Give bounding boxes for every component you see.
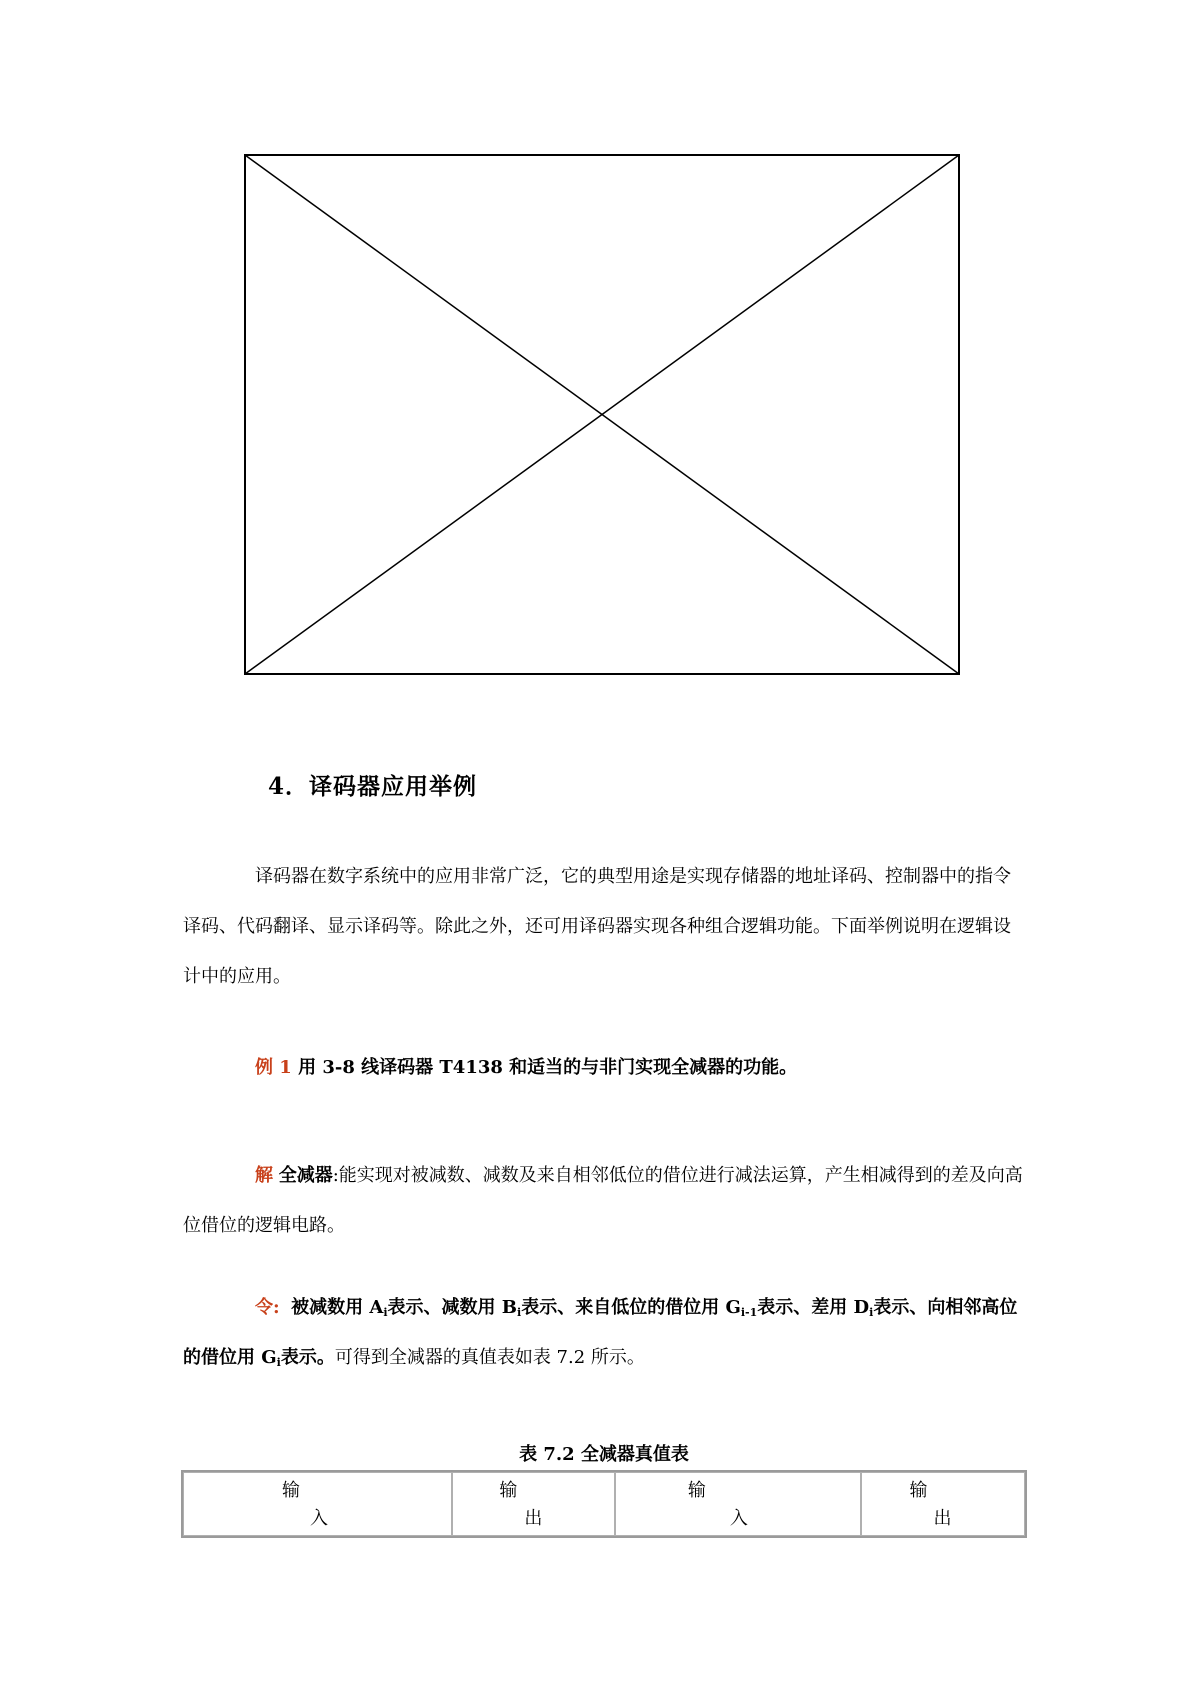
def-part-5: 表示、向相邻高位的借位用 G <box>183 1297 1018 1368</box>
cell-text-bottom: 出 <box>524 1508 543 1529</box>
solution-label: 解 <box>255 1165 273 1186</box>
solution-term: 全减器 <box>278 1165 333 1186</box>
solution-paragraph <box>183 1151 1025 1251</box>
example-label: 例 1 <box>255 1057 292 1078</box>
solution-text: :能实现对被减数、减数及来自相邻低位的借位进行减法运算，产生相减得到的差及向高位借位的逻辑电路。 <box>183 1165 1023 1236</box>
truth-table <box>181 1470 1027 1538</box>
section-heading: 4．译码器应用举例 <box>268 773 478 800</box>
def-sub-2: i <box>517 1306 522 1319</box>
intro-text: 译码器在数字系统中的应用非常广泛，它的典型用途是实现存储器的地址译码、控制器中的指令译码、代码翻译、显示译码等。除此之外，还可用译码器实现各种组合逻辑功能。下面举例说明在逻辑设计中的应用。 <box>183 866 1011 987</box>
example-paragraph <box>183 1043 1025 1093</box>
table-cell-output-1 <box>452 1472 614 1536</box>
definition-paragraph <box>183 1283 1025 1383</box>
cell-text-bottom: 出 <box>933 1508 952 1529</box>
definition-label: 令: <box>255 1297 280 1318</box>
cell-text-bottom: 入 <box>310 1508 328 1529</box>
def-sub-1: i <box>383 1306 388 1319</box>
def-sub-5: i <box>276 1356 281 1369</box>
table-header-row <box>183 1472 1025 1536</box>
def-sub-4: i <box>869 1306 874 1319</box>
broken-image-icon <box>244 154 960 675</box>
cell-text-top: 输 <box>282 1480 300 1501</box>
example-text: 用 3-8 线译码器 T4138 和适当的与非门实现全减器的功能。 <box>298 1057 798 1078</box>
table-caption: 表 7.2 全减器真值表 <box>519 1444 689 1465</box>
table-cell-output-2 <box>861 1472 1025 1536</box>
image-placeholder <box>244 154 960 675</box>
def-part-1: 被减数用 A <box>291 1297 384 1318</box>
cell-text-bottom: 入 <box>729 1508 748 1529</box>
intro-paragraph <box>183 852 1025 1002</box>
cell-text-top: 输 <box>687 1480 706 1501</box>
def-part-2: 表示、减数用 B <box>387 1297 518 1318</box>
table-cell-input-1 <box>183 1472 452 1536</box>
def-part-3: 表示、来自低位的借位用 G <box>521 1297 741 1318</box>
cell-text-top: 输 <box>909 1480 928 1501</box>
definition-tail: 可得到全减器的真值表如表 7.2 所示。 <box>334 1347 645 1368</box>
table-cell-input-2 <box>615 1472 861 1536</box>
cell-text-top: 输 <box>499 1480 518 1501</box>
def-sub-3: i-1 <box>740 1306 758 1319</box>
def-part-6: 表示。 <box>280 1347 335 1368</box>
def-part-4: 表示、差用 D <box>757 1297 870 1318</box>
